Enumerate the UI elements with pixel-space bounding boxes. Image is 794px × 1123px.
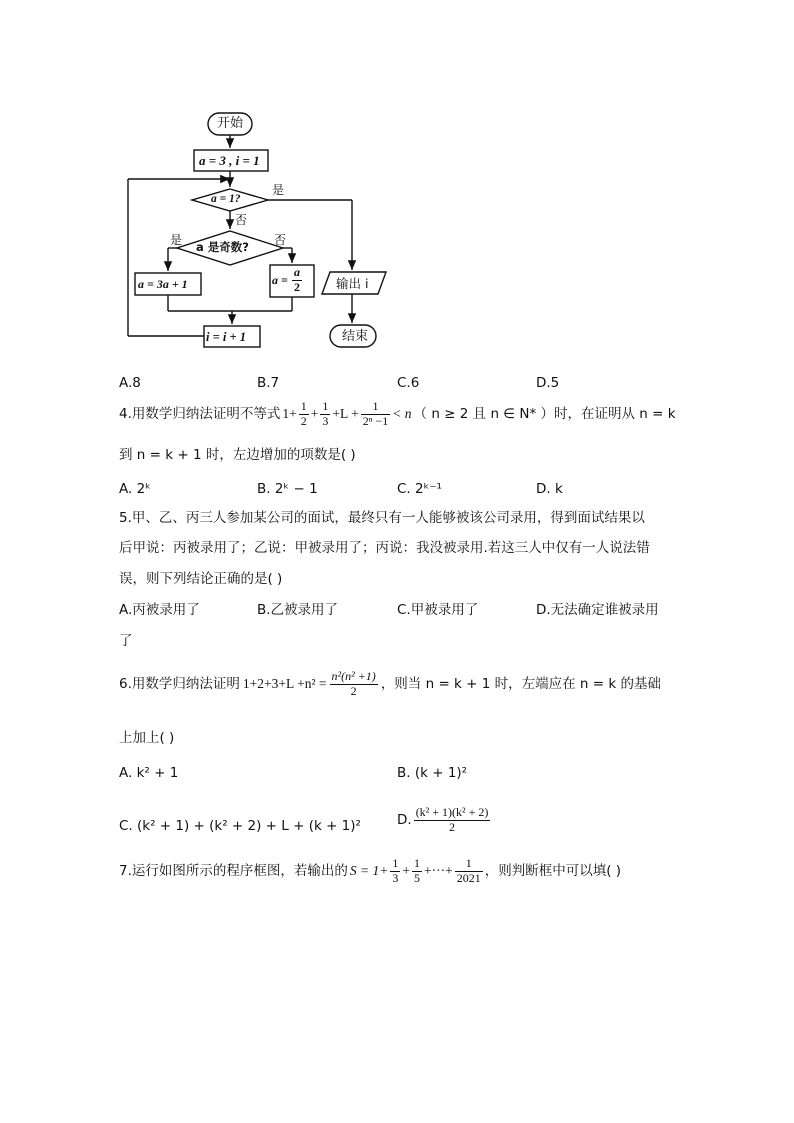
odd-step-label: a = 3a + 1 bbox=[138, 277, 188, 291]
q6-option-d: D. $\frac{\text{(k² + 1)(k² + 2)}}{2}$ bbox=[397, 805, 489, 834]
q4-option-d: D. k bbox=[536, 481, 563, 497]
q6-option-c: C. (k² + 1) + (k² + 2) + L + (k + 1)² bbox=[119, 818, 361, 834]
start-label: 开始 bbox=[217, 116, 244, 131]
cond2-label: a 是奇数? bbox=[196, 240, 249, 254]
q4-line2: 到 n = k + 1 时，左边增加的项数是( ) bbox=[119, 447, 356, 463]
q5-option-d-wrap: 了 bbox=[119, 633, 133, 649]
q3-option-a: A.8 bbox=[119, 375, 141, 391]
q4-option-b: B. 2ᵏ − 1 bbox=[257, 481, 318, 497]
q4-option-a: A. 2ᵏ bbox=[119, 481, 151, 497]
q6-option-b: B. (k + 1)² bbox=[397, 765, 468, 781]
increment-label: i = i + 1 bbox=[206, 330, 246, 344]
cond1-label: a = 1? bbox=[211, 193, 241, 205]
init-label: a = 3 , i = 1 bbox=[199, 153, 260, 168]
q6-question: 6.用数学归纳法证明 1+2+3+L +n² = $\frac{\text{n²(n² +1)}}{2}$ ，则当 n = k + 1 时，左端应在 n = k 的基础 bbox=[119, 669, 661, 698]
q3-option-d: D.5 bbox=[536, 375, 560, 391]
q7-question: 7.运行如图所示的程序框图，若输出的 S = 1+ $\frac{1}{3}$ + $\frac{1}{5}$ +···+ $\frac{1}{2021}$ ，则判断框中可以填( ) bbox=[119, 856, 622, 885]
q6-option-a: A. k² + 1 bbox=[119, 765, 179, 781]
q5-line3: 误，则下列结论正确的是( ) bbox=[119, 571, 283, 587]
q6-line2: 上加上( ) bbox=[119, 730, 175, 746]
q4-question: 4.用数学归纳法证明不等式 1+ $\frac{1}{2}$ + $\frac{1}{3}$ +L + $\frac{1}{\text{2ⁿ −1}}$ < n （ n ≥ 2 且 n ∈ N* ）时，在证明从 n = k bbox=[119, 399, 676, 428]
q5-option-d: D.无法确定谁被录用 bbox=[536, 602, 659, 618]
q5-option-b: B.乙被录用了 bbox=[257, 602, 339, 618]
flowchart bbox=[120, 105, 410, 355]
cond1-no-label: 否 bbox=[235, 213, 248, 227]
cond1-yes-label: 是 bbox=[272, 183, 285, 197]
even-step-label: a = $\frac{a}{2}$ bbox=[272, 265, 301, 294]
q5-option-c: C.甲被录用了 bbox=[397, 602, 479, 618]
cond2-no-label: 否 bbox=[274, 233, 287, 247]
cond2-yes-label: 是 bbox=[170, 233, 183, 247]
q4-option-c: C. 2ᵏ⁻¹ bbox=[397, 481, 442, 497]
q5-line2: 后甲说：丙被录用了；乙说：甲被录用了；丙说：我没被录用.若这三人中仅有一人说法错 bbox=[119, 540, 650, 556]
q5-option-a: A.丙被录用了 bbox=[119, 602, 200, 618]
q3-option-c: C.6 bbox=[397, 375, 420, 391]
end-label: 结束 bbox=[342, 329, 369, 344]
output-label: 输出 i bbox=[336, 276, 369, 291]
q3-option-b: B.7 bbox=[257, 375, 280, 391]
q5-line1: 5.甲、乙、丙三人参加某公司的面试，最终只有一人能够被该公司录用，得到面试结果以 bbox=[119, 510, 645, 526]
